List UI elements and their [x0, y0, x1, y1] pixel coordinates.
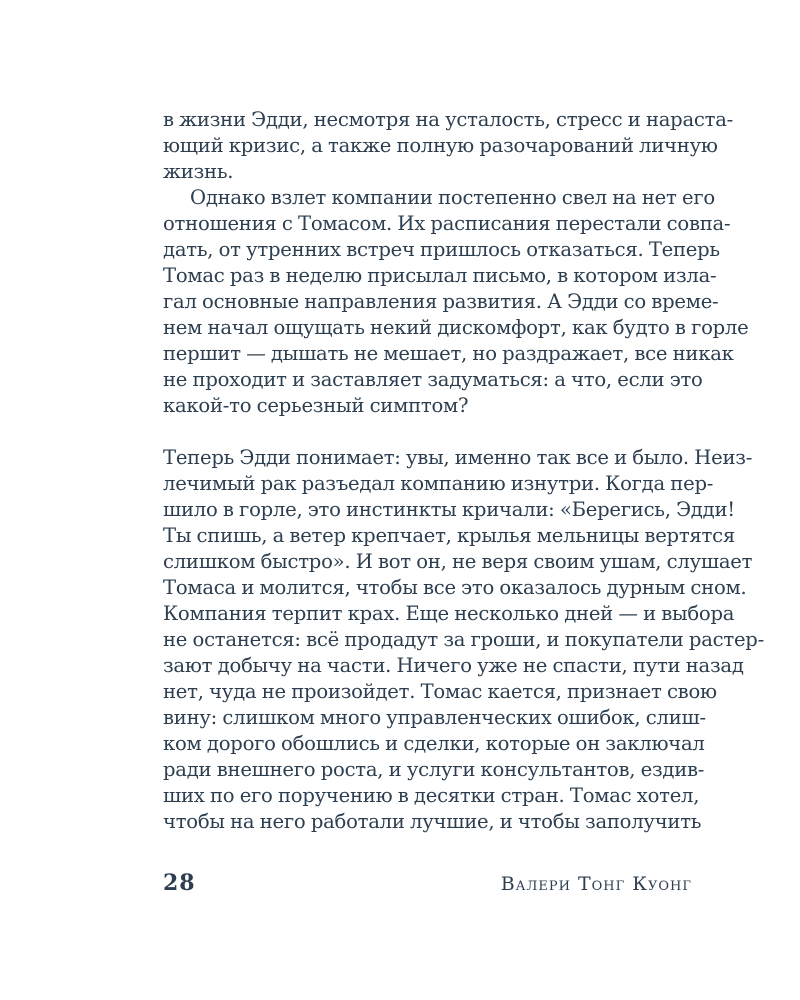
text-line: шило в горле, это инстинкты кричали: «Берегись, Эдди!	[163, 498, 735, 521]
text-line: нем начал ощущать некий дискомфорт, как будто в горле	[163, 316, 749, 339]
text-line: лечимый рак разъедал компанию изнутри. Когда пер-	[163, 472, 714, 495]
text-line: Теперь Эдди понимает: увы, именно так все и было. Неиз-	[163, 446, 753, 469]
text-line: зают добычу на части. Ничего уже не спасти, пути назад	[163, 654, 744, 677]
text-line: чтобы на него работали лучшие, и чтобы заполучить	[163, 810, 702, 833]
text-line: першит — дышать не мешает, но раздражает, все никак	[163, 342, 734, 365]
text-line: слишком быстро». И вот он, не веря своим ушам, слушает	[163, 550, 753, 573]
text-line: Ты спишь, а ветер крепчает, крылья мельницы вертятся	[163, 524, 735, 547]
text-line: Однако взлет компании постепенно свел на нет его	[190, 186, 715, 209]
text-line: нет, чуда не произойдет. Томас кается, признает свою	[163, 680, 717, 703]
text-line: Томас раз в неделю присылал письмо, в котором изла-	[163, 264, 717, 287]
text-line: Томаса и молится, чтобы все это оказалось дурным сном.	[163, 576, 747, 599]
running-footer-author: Валери Тонг Куонг	[500, 873, 692, 895]
text-line: ших по его поручению в десятки стран. Томас хотел,	[163, 784, 700, 807]
text-line: Компания терпит крах. Еще несколько дней — и выбора	[163, 602, 735, 625]
page-number: 28	[163, 870, 196, 896]
text-line: жизнь.	[163, 160, 234, 183]
text-line: ком дорого обошлись и сделки, которые он заключал	[163, 732, 705, 755]
text-line: в жизни Эдди, несмотря на усталость, стресс и нараста-	[163, 108, 734, 131]
text-line: не проходит и заставляет задуматься: а что, если это	[163, 368, 703, 391]
text-line: дать, от утренних встреч пришлось отказаться. Теперь	[163, 238, 720, 261]
text-line: какой-то серьезный симптом?	[163, 394, 469, 417]
text-line: ющий кризис, а также полную разочарований личную	[163, 134, 718, 157]
text-line: не останется: всё продадут за гроши, и покупатели растер-	[163, 628, 764, 651]
text-line: отношения с Томасом. Их расписания перестали совпа-	[163, 212, 731, 235]
text-line: ради внешнего роста, и услуги консультантов, ездив-	[163, 758, 705, 781]
text-line: вину: слишком много управленческих ошибок, слиш-	[163, 706, 706, 729]
text-line: гал основные направления развития. А Эдди со време-	[163, 290, 719, 313]
